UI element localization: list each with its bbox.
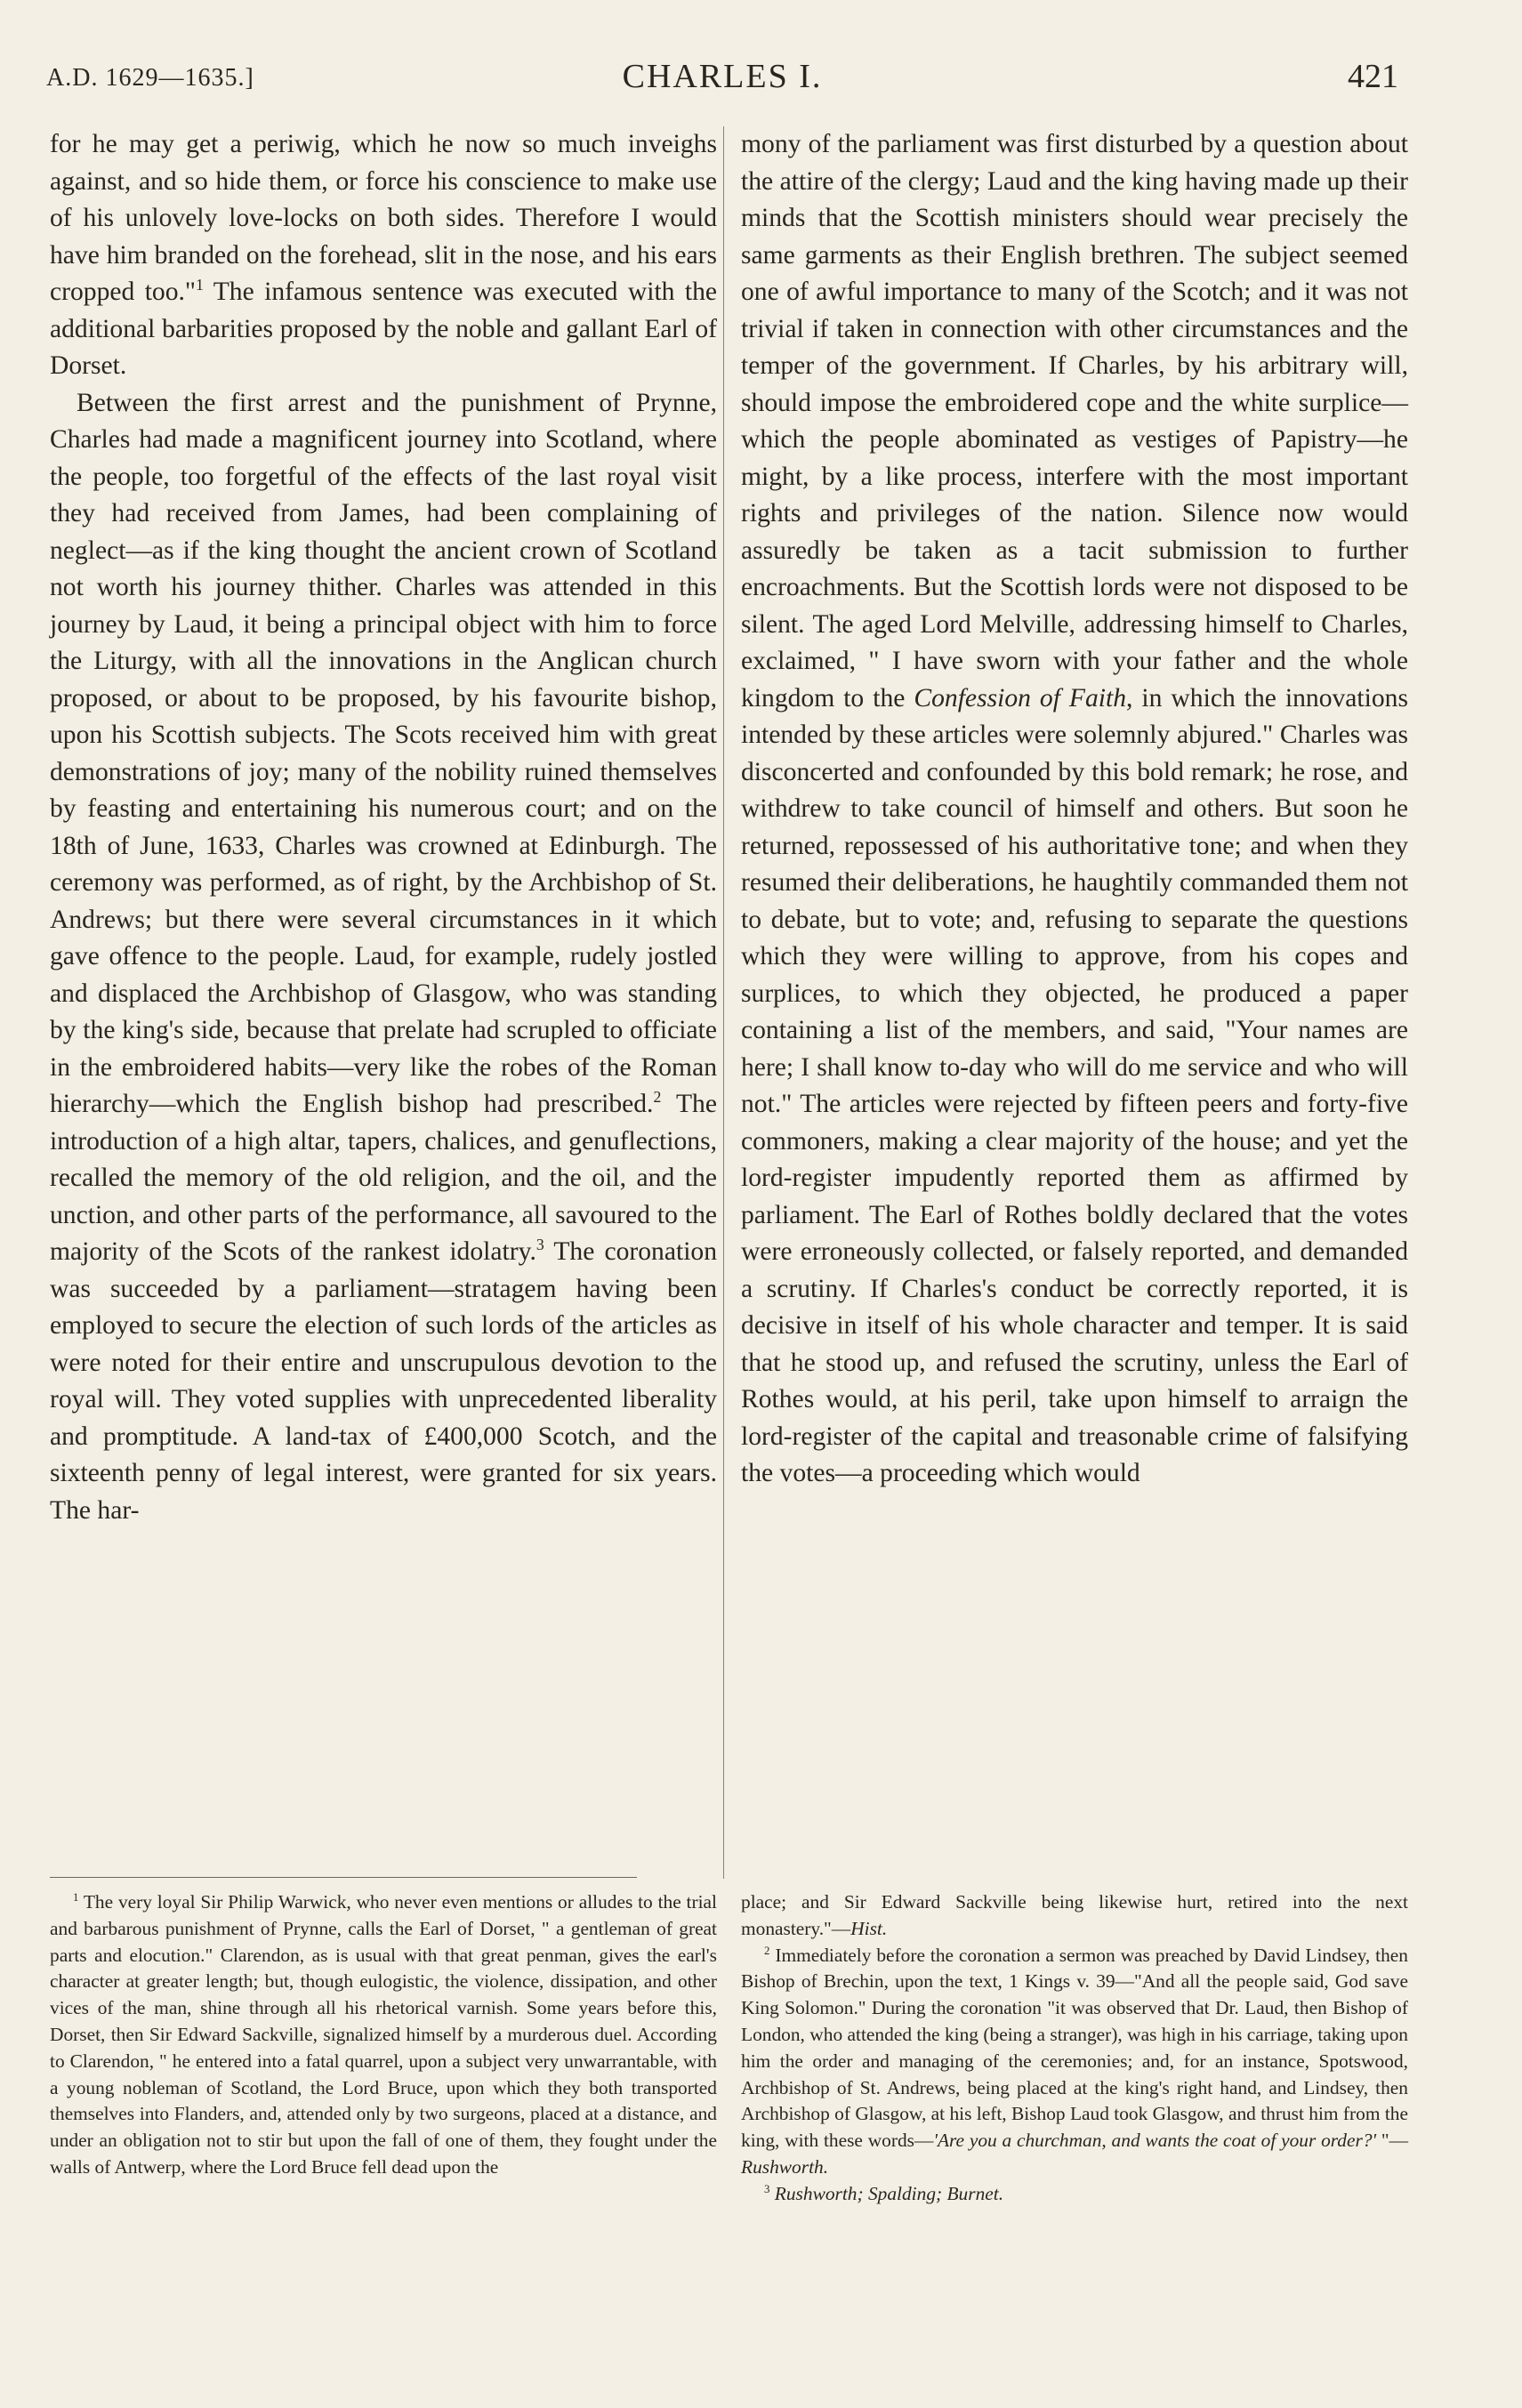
footnotes-right [741, 1889, 1408, 2208]
footnote-marker[interactable]: 1 [196, 276, 204, 294]
footnote-number: 3 [764, 2182, 770, 2195]
footnote-number: 1 [73, 1890, 79, 1904]
footnote-marker[interactable]: 2 [653, 1088, 662, 1107]
footnote: $^1$ The very loyal Sir Philip Warwick, who never even mentions or alludes to the trial and barbarous punishment of Prynne, calls the Earl of Dorset, " a gentleman of great parts and elocution." Clarendon, as is usual with that great penman, gives the earl's character at greater length; but, though eulogistic, the violence, dissipation, and other vices of the man, shine through all his rhetorical varnish. Some years before this, Dorset, then Sir Edward Sackville, signalized himself by a murderous duel. According to Clarendon, " he entered into a fatal quarrel, upon a subject very unwarrantable, with a young nobleman of Scotland, the Lord Bruce, upon which they both transported themselves into Flanders, and, attended only by two surgeons, placed at a distance, and under an obligation not to stir but upon the fall of one of them, they fought under the walls of Antwerp, where the Lord Bruce fell dead upon the [50, 1890, 717, 2178]
paragraph: Between the first arrest and the punishment of Prynne, Charles had made a magnificent journey into Scotland, where the people, too forgetful of the effects of the last royal visit they had received from James, had been complaining of neglect—as if the king thought the ancient crown of Scotland not worth his journey thither. Charles was attended in this journey by Laud, it being a principal object with him to force the Liturgy, with all the innovations in the Anglican church proposed, or about to be proposed, by his favourite bishop, upon his Scottish subjects. The Scots received him with great demonstrations of joy; many of the nobility ruined themselves by feasting and entertaining his numerous court; and on the 18th of June, 1633, Charles was crowned at Edinburgh. The ceremony was performed, as of right, by the Archbishop of St. Andrews; but there were several circumstances in it which gave offence to the people. Laud, for example, rudely jostled and displaced the Archbishop of Glasgow, who was standing by the king's side, because that prelate had scrupled to officiate in the embroidered habits—very like the robes of the Roman hierarchy—which the English bishop had prescribed.$^2$ The introduction of a high altar, tapers, chalices, and genuflections, recalled the memory of the old religion, and the oil, and the unction, and other parts of the performance, all savoured to the majority of the Scots of the rankest idolatry.$^3$ The coronation was succeeded by a parliament—stratagem having been employed to secure the election of such lords of the articles as were noted for their entire and unscrupulous devotion to the royal will. They voted supplies with unprecedented liberality and promptitude. A land-tax of £400,000 Scotch, and the sixteenth penny of legal interest, were granted for six years. The har- [50, 388, 718, 1525]
footnote: place; and Sir Edward Sackville being likewise hurt, retired into the next monastery."—Hist. [741, 1891, 1408, 1939]
paragraph: mony of the parliament was first disturbed by a question about the attire of the clergy; Laud and the king having made up their minds that the Scottish ministers should wear precisely the same garments as their English brethren. The subject seemed one of awful importance to many of the Scotch; and it was not trivial if taken in connection with other circumstances and the temper of the government. If Charles, by his arbitrary will, should impose the embroidered cope and the white surplice—which the people abominated as vestiges of Papistry—he might, by a like process, interfere with the most important rights and privileges of the nation. Silence now would assuredly be taken as a tacit submission to further encroachments. But the Scottish lords were not disposed to be silent. The aged Lord Melville, addressing himself to Charles, exclaimed, " I have sworn with your father and the whole kingdom to the Confession of Faith, in which the innovations intended by these articles were solemnly abjured." Charles was disconcerted and confounded by this bold remark; he rose, and withdrew to take council of himself and others. But soon he returned, repossessed of his authoritative tone; and when they resumed their deliberations, he haughtily commanded them not to debate, but to vote; and, refusing to separate the questions which they were willing to approve, from his copes and surplices, to which they objected, he produced a paper containing a list of the members, and said, "Your names are here; I shall know to-day who will do me service and who will not." The articles were rejected by fifteen peers and forty-five commoners, making a clear majority of the house; and yet the lord-register impudently reported them as affirmed by parliament. The Earl of Rothes boldly declared that the votes were erroneously collected, or falsely reported, and demanded a scrutiny. If Charles's conduct be correctly reported, it is decisive in itself of his whole character and temper. It is said that he stood up, and refused the scrutiny, unless the Earl of Rothes would, at his peril, take upon himself to arraign the lord-register of the capital and treasonable crime of falsifying the votes—a proceeding which would [741, 130, 1408, 1487]
page-number: 421 [1348, 58, 1398, 95]
footnote-rule [50, 1877, 637, 1878]
running-header [46, 55, 1398, 103]
footnote-number: 2 [764, 1944, 770, 1957]
header-date-range: A.D. 1629—1635.] [46, 64, 254, 92]
italic-title: Confession of Faith [914, 683, 1127, 713]
column-divider [723, 126, 724, 1879]
right-column [741, 126, 1408, 1493]
footnote-marker[interactable]: 3 [536, 1236, 544, 1254]
left-column [50, 126, 717, 1529]
paragraph: for he may get a periwig, which he now so much inveighs against, and so hide them, or force his conscience to make use of his unlovely love-locks on both sides. Therefore I would have him branded on the forehead, slit in the nose, and his ears cropped too."$^1$ The infamous sentence was executed with the additional barbarities proposed by the noble and gallant Earl of Dorset. [50, 130, 717, 380]
footnote: $^3$ Rushworth; Spalding; Burnet. [764, 2182, 1004, 2204]
footnotes-left [50, 1889, 717, 2181]
footnote: $^2$ Immediately before the coronation a sermon was preached by David Lindsey, then Bishop of Brechin, upon the text, 1 Kings v. 39—"And all the people said, God save King Solomon." During the coronation "it was observed that Dr. Laud, then Bishop of London, who attended the king (being a stranger), was high in his carriage, taking upon him the order and managing of the ceremonies; and, for an instance, Spotswood, Archbishop of St. Andrews, being placed at the king's right hand, and Lindsey, then Archbishop of Glasgow, at his left, Bishop Laud took Glasgow, and thrust him from the king, with these words—'Are you a churchman, and wants the coat of your order?' "—Rushworth. [741, 1944, 1408, 2178]
header-title: CHARLES I. [622, 58, 823, 95]
